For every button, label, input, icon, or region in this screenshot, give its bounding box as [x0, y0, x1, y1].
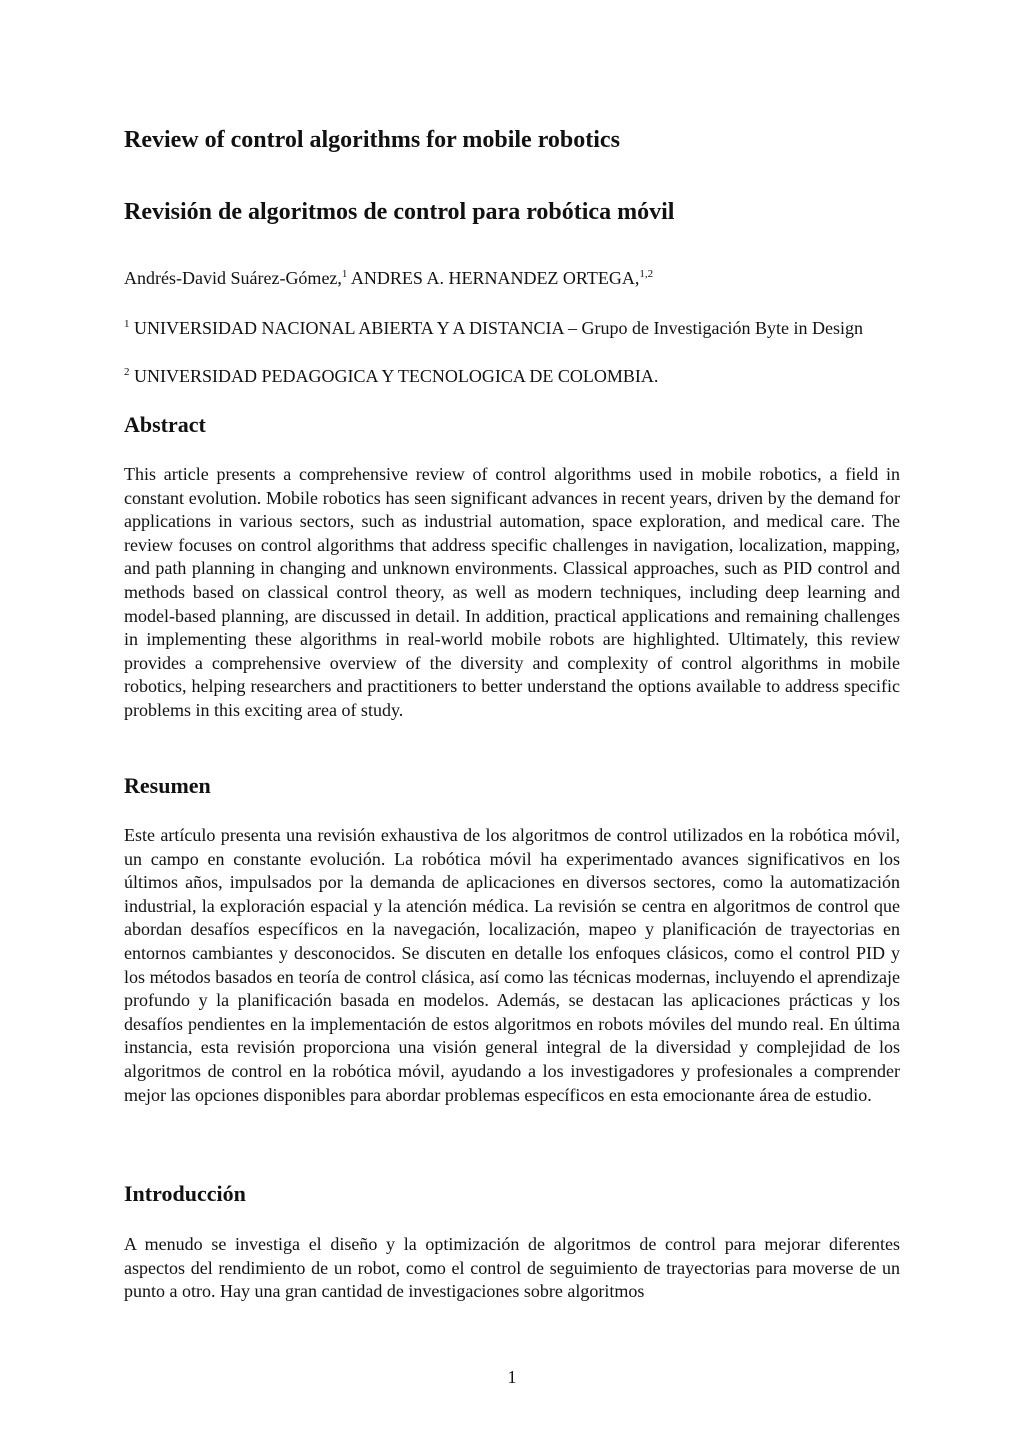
- paper-title-english: Review of control algorithms for mobile robotics: [124, 127, 620, 153]
- affiliation-2-text: UNIVERSIDAD PEDAGOGICA Y TECNOLOGICA DE COLOMBIA.: [129, 366, 659, 386]
- abstract-heading: Abstract: [124, 412, 206, 437]
- author-2-affiliation-marker: 1,2: [639, 268, 654, 280]
- introduccion-heading: Introducción: [124, 1181, 246, 1206]
- paper-title-spanish: Revisión de algoritmos de control para robótica móvil: [124, 199, 675, 225]
- page-number: 1: [507, 1367, 517, 1387]
- affiliation-2: [124, 364, 900, 388]
- resumen-paragraph: Este artículo presenta una revisión exhaustiva de los algoritmos de control utilizados en la robótica móvil, un campo en constante evolución. La robótica móvil ha experimentado avances significativos en los últimos años, impulsados por la demanda de aplicaciones en diversos sectores, como la automatización industrial, la exploración espacial y la atención médica. La revisión se centra en algoritmos de control que abordan desafíos específicos en la navegación, localización, mapeo y planificación de trayectorias en entornos cambiantes y desconocidos. Se discuten en detalle los enfoques clásicos, como el control PID y los métodos basados en teoría de control clásica, así como las técnicas modernas, incluyendo el aprendizaje profundo y la planificación basada en modelos. Además, se destacan las aplicaciones prácticas y los desafíos pendientes en la implementación de estos algoritmos en robots móviles del mundo real. En última instancia, esta revisión proporciona una visión general integral de la diversidad y complejidad de los algoritmos de control en la robótica móvil, ayudando a los investigadores y profesionales a comprender mejor las opciones disponibles para abordar problemas específicos en esta emocionante área de estudio.: [124, 825, 900, 1105]
- resumen-heading: Resumen: [124, 773, 211, 798]
- affiliation-1-marker: 1: [124, 318, 130, 330]
- author-list: [124, 266, 653, 290]
- author-2-name: ANDRES A. HERNANDEZ ORTEGA,: [347, 268, 640, 288]
- author-1-name: Andrés-David Suárez-Gómez,: [124, 268, 342, 288]
- affiliation-1: [124, 316, 900, 340]
- affiliation-2-marker: 2: [124, 366, 130, 378]
- introduccion-paragraph: A menudo se investiga el diseño y la optimización de algoritmos de control para mejorar diferentes aspectos del rendimiento de un robot, como el control de seguimiento de trayectorias para moverse de un punto a otro. Hay una gran cantidad de investigaciones sobre algoritmos: [124, 1234, 900, 1302]
- author-1-affiliation-marker: 1: [341, 268, 348, 280]
- abstract-paragraph: This article presents a comprehensive review of control algorithms used in mobile robotics, a field in constant evolution. Mobile robotics has seen significant advances in recent years, driven by the demand for applications in various sectors, such as industrial automation, space exploration, and medical care. The review focuses on control algorithms that address specific challenges in navigation, localization, mapping, and path planning in changing and unknown environments. Classical approaches, such as PID control and methods based on classical control theory, as well as modern techniques, including deep learning and model-based planning, are discussed in detail. In addition, practical applications and remaining challenges in implementing these algorithms in real-world mobile robots are highlighted. Ultimately, this review provides a comprehensive overview of the diversity and complexity of control algorithms in mobile robotics, helping researchers and practitioners to better understand the options available to address specific problems in this exciting area of study.: [124, 464, 900, 720]
- affiliation-1-text: UNIVERSIDAD NACIONAL ABIERTA Y A DISTANCIA – Grupo de Investigación Byte in Design: [129, 318, 863, 338]
